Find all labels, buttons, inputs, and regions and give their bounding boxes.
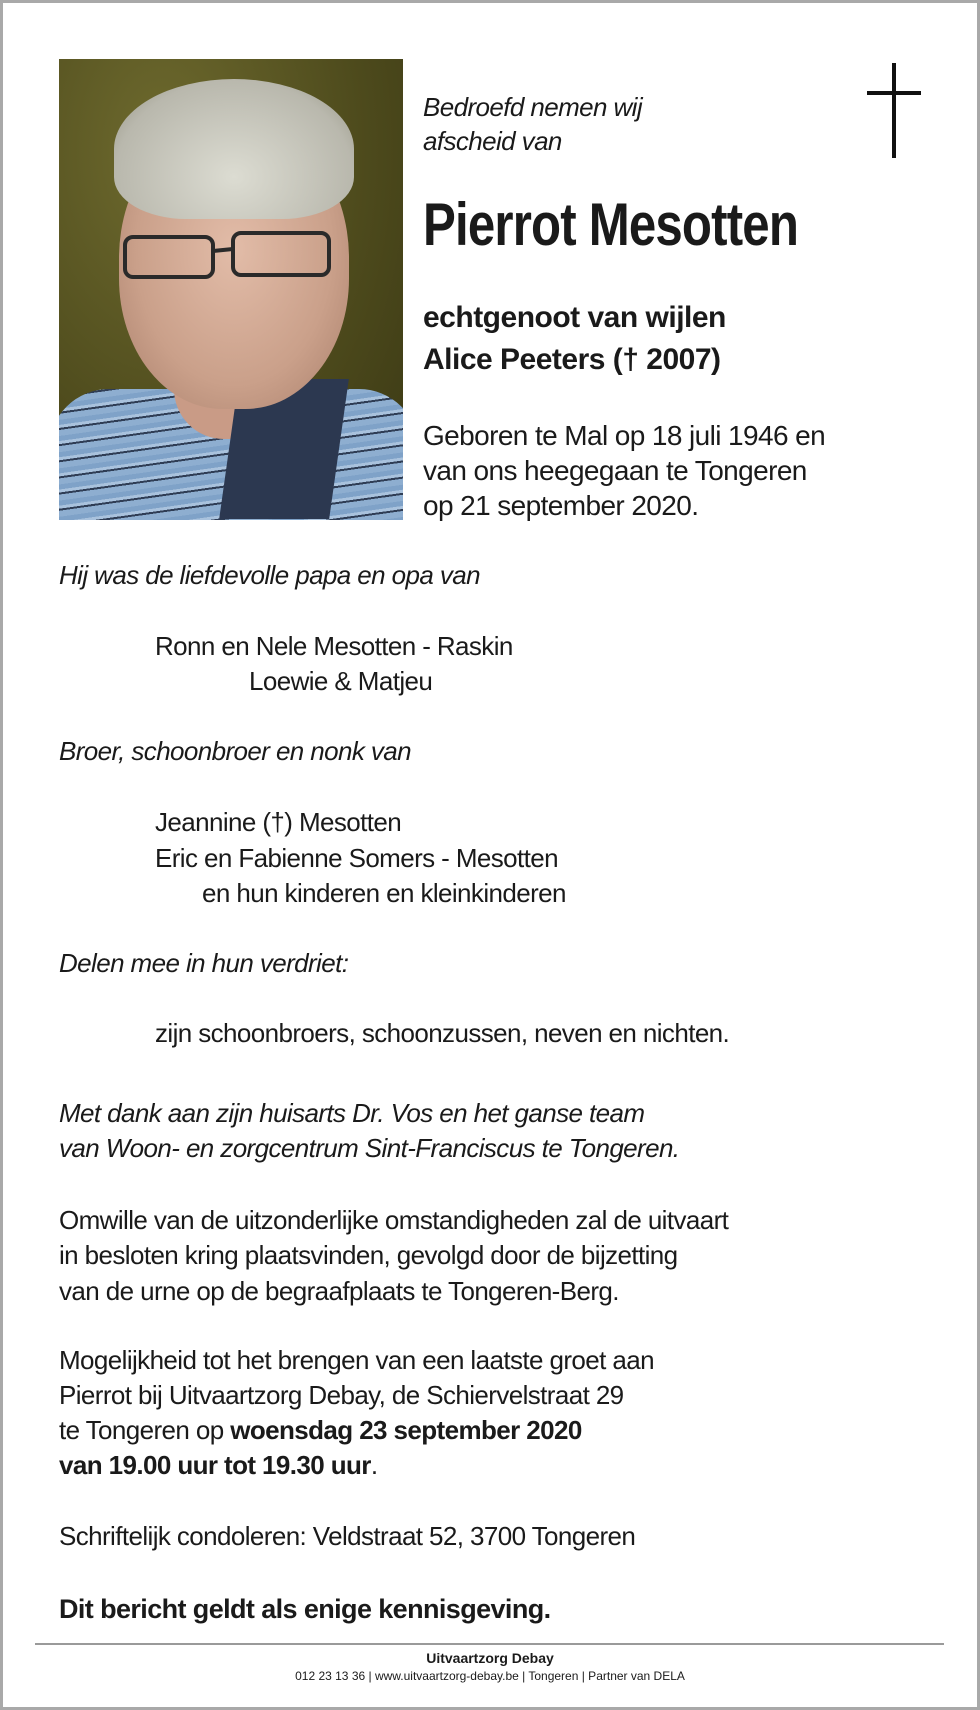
birth-line: Geboren te Mal op 18 juli 1946 en <box>423 420 826 451</box>
child-line: Ronn en Nele Mesotten - Raskin <box>155 631 513 661</box>
grandchild-line: Loewie & Matjeu <box>249 666 433 696</box>
spouse-line: echtgenoot van wijlen <box>423 301 726 334</box>
notice-line: Dit bericht geldt als enige kennisgeving. <box>59 1594 551 1624</box>
visit-line: Pierrot bij Uitvaartzorg Debay, de Schiervelstraat 29 <box>59 1380 624 1410</box>
intro-line: afscheid van <box>423 126 562 156</box>
children-intro: Hij was de liefdevolle papa en opa van <box>59 560 480 590</box>
visit-time: van 19.00 uur tot 19.30 uur <box>59 1450 371 1480</box>
sibling-line: Jeannine (†) Mesotten <box>155 807 402 837</box>
others-line: zijn schoonbroers, schoonzussen, neven en nichten. <box>155 1018 730 1048</box>
visit-text: te Tongeren op <box>59 1415 231 1445</box>
funeral-line: van de urne op de begraafplaats te Tongeren-Berg. <box>59 1276 619 1306</box>
intro-line: Bedroefd nemen wij <box>423 92 642 122</box>
sibling-line: Eric en Fabienne Somers - Mesotten <box>155 843 559 873</box>
spouse-line: Alice Peeters († 2007) <box>423 343 721 376</box>
visit-line <box>59 1448 377 1483</box>
visit-date: woensdag 23 september 2020 <box>230 1415 582 1445</box>
others-intro: Delen mee in hun verdriet: <box>59 948 349 978</box>
funeral-line: Omwille van de uitzonderlijke omstandigheden zal de uitvaart <box>59 1205 729 1235</box>
siblings-intro: Broer, schoonbroer en nonk van <box>59 736 412 766</box>
footer-company: Uitvaartzorg Debay <box>426 1650 554 1666</box>
footer-contact: 012 23 13 36 | www.uitvaartzorg-debay.be | Tongeren | Partner van DELA <box>295 1669 685 1683</box>
birth-line: op 21 september 2020. <box>423 490 699 521</box>
funeral-line: in besloten kring plaatsvinden, gevolgd door de bijzetting <box>59 1240 678 1270</box>
sibling-line: en hun kinderen en kleinkinderen <box>202 878 566 908</box>
footer-divider <box>35 1643 944 1645</box>
visit-line: Mogelijkheid tot het brengen van een laatste groet aan <box>59 1345 654 1375</box>
condolences-line: Schriftelijk condoleren: Veldstraat 52, 3700 Tongeren <box>59 1521 636 1551</box>
visit-line <box>59 1413 582 1448</box>
visit-text: . <box>370 1450 378 1480</box>
deceased-name: Pierrot Mesotten <box>423 191 799 258</box>
thanks-line: van Woon- en zorgcentrum Sint-Franciscus te Tongeren. <box>59 1133 680 1163</box>
thanks-line: Met dank aan zijn huisarts Dr. Vos en het ganse team <box>59 1098 645 1128</box>
portrait-photo <box>59 59 403 520</box>
birth-line: van ons heegegaan te Tongeren <box>423 455 807 486</box>
